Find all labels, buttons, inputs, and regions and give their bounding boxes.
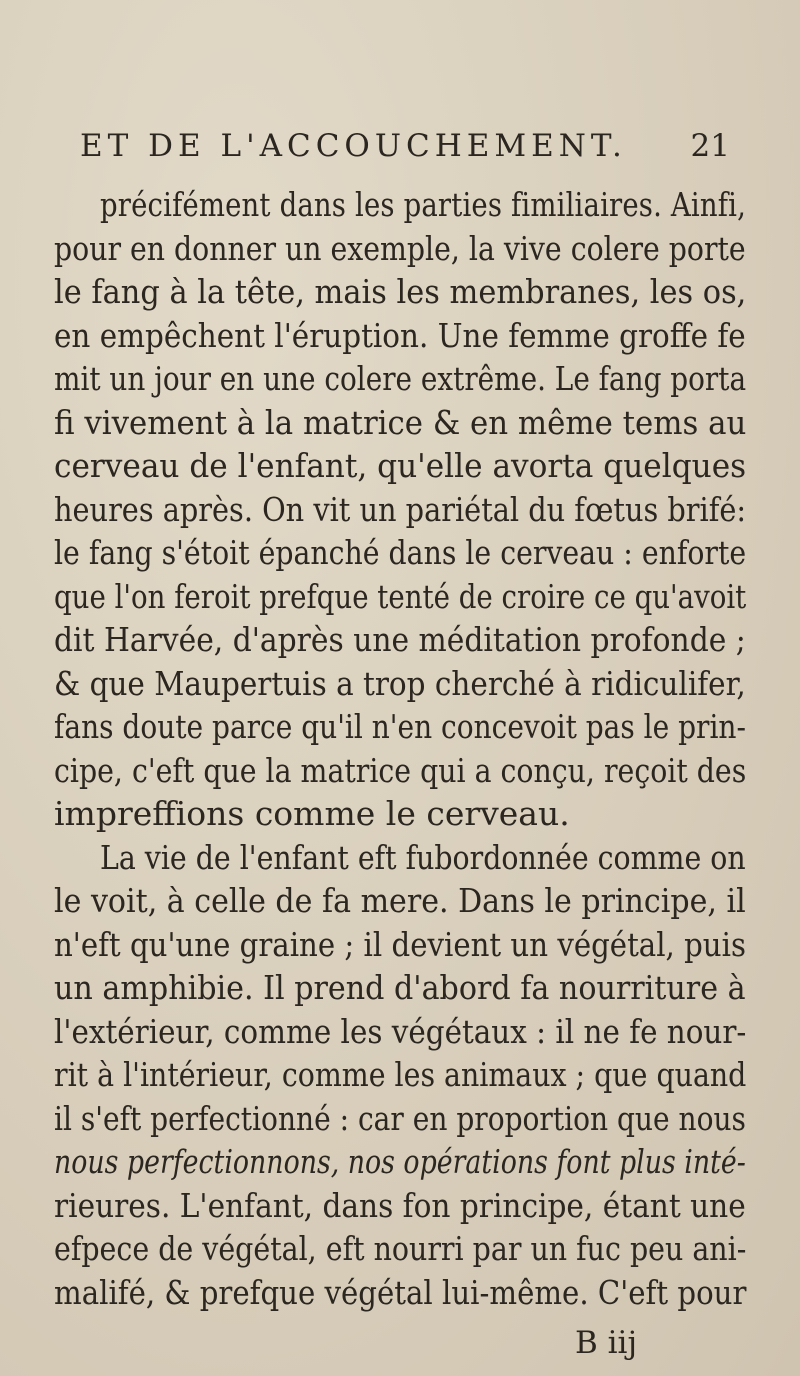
- text-line: rit à l'intérieur, comme les animaux ; que quand: [54, 1055, 747, 1094]
- page-number: 21: [690, 128, 730, 164]
- text-line: malifé, & prefque végétal lui-même. C'eft pour: [54, 1272, 747, 1312]
- signature-mark: B iij: [575, 1325, 638, 1361]
- text-line: précifément dans les parties fimiliaires. Ainfi,: [100, 185, 746, 224]
- text-line: & que Maupertuis a trop cherché à ridiculifer,: [54, 663, 746, 703]
- text-line: mit un jour en une colere extrême. Le fang porta: [54, 359, 747, 398]
- text-line: rieures. L'enfant, dans fon principe, étant une: [54, 1185, 746, 1225]
- text-line: un amphibie. Il prend d'abord fa nourriture à: [54, 968, 746, 1007]
- text-line: fi vivement à la matrice & en même tems au: [54, 402, 747, 442]
- text-line: nous perfectionnons, nos opérations font plus inté-: [54, 1142, 746, 1181]
- text-line: fans doute parce qu'il n'en concevoit pas le prin-: [54, 707, 746, 746]
- text-line: cipe, c'eft que la matrice qui a conçu, reçoit des: [54, 750, 747, 790]
- text-line: dit Harvée, d'après une méditation profonde ;: [54, 620, 746, 659]
- page-header: [80, 128, 730, 168]
- running-title: ET DE L'ACCOUCHEMENT.: [80, 128, 627, 164]
- text-line: le voit, à celle de fa mere. Dans le principe, il: [54, 881, 746, 920]
- text-line: n'eft qu'une graine ; il devient un végétal, puis: [54, 924, 746, 964]
- text-line: le fang s'étoit épanché dans le cerveau : enforte: [54, 533, 747, 572]
- text-line: que l'on feroit prefque tenté de croire ce qu'avoit: [54, 576, 747, 616]
- text-line: pour en donner un exemple, la vive colere porte: [54, 228, 746, 268]
- text-line: La vie de l'enfant eft fubordonnée comme on: [100, 837, 746, 877]
- text-line: heures après. On vit un pariétal du fœtus brifé:: [54, 489, 747, 529]
- text-line: efpece de végétal, eft nourri par un fuc peu ani-: [54, 1229, 747, 1268]
- text-line: le fang à la tête, mais les membranes, les os,: [54, 272, 747, 311]
- text-line: cerveau de l'enfant, qu'elle avorta quelques: [54, 446, 747, 485]
- text-line: l'extérieur, comme les végétaux : il ne fe nour-: [54, 1011, 747, 1051]
- text-line: en empêchent l'éruption. Une femme groffe fe: [54, 315, 746, 355]
- text-line: il s'eft perfectionné : car en proportion que nous: [54, 1098, 746, 1138]
- text-line: impreffions comme le cerveau.: [54, 794, 570, 833]
